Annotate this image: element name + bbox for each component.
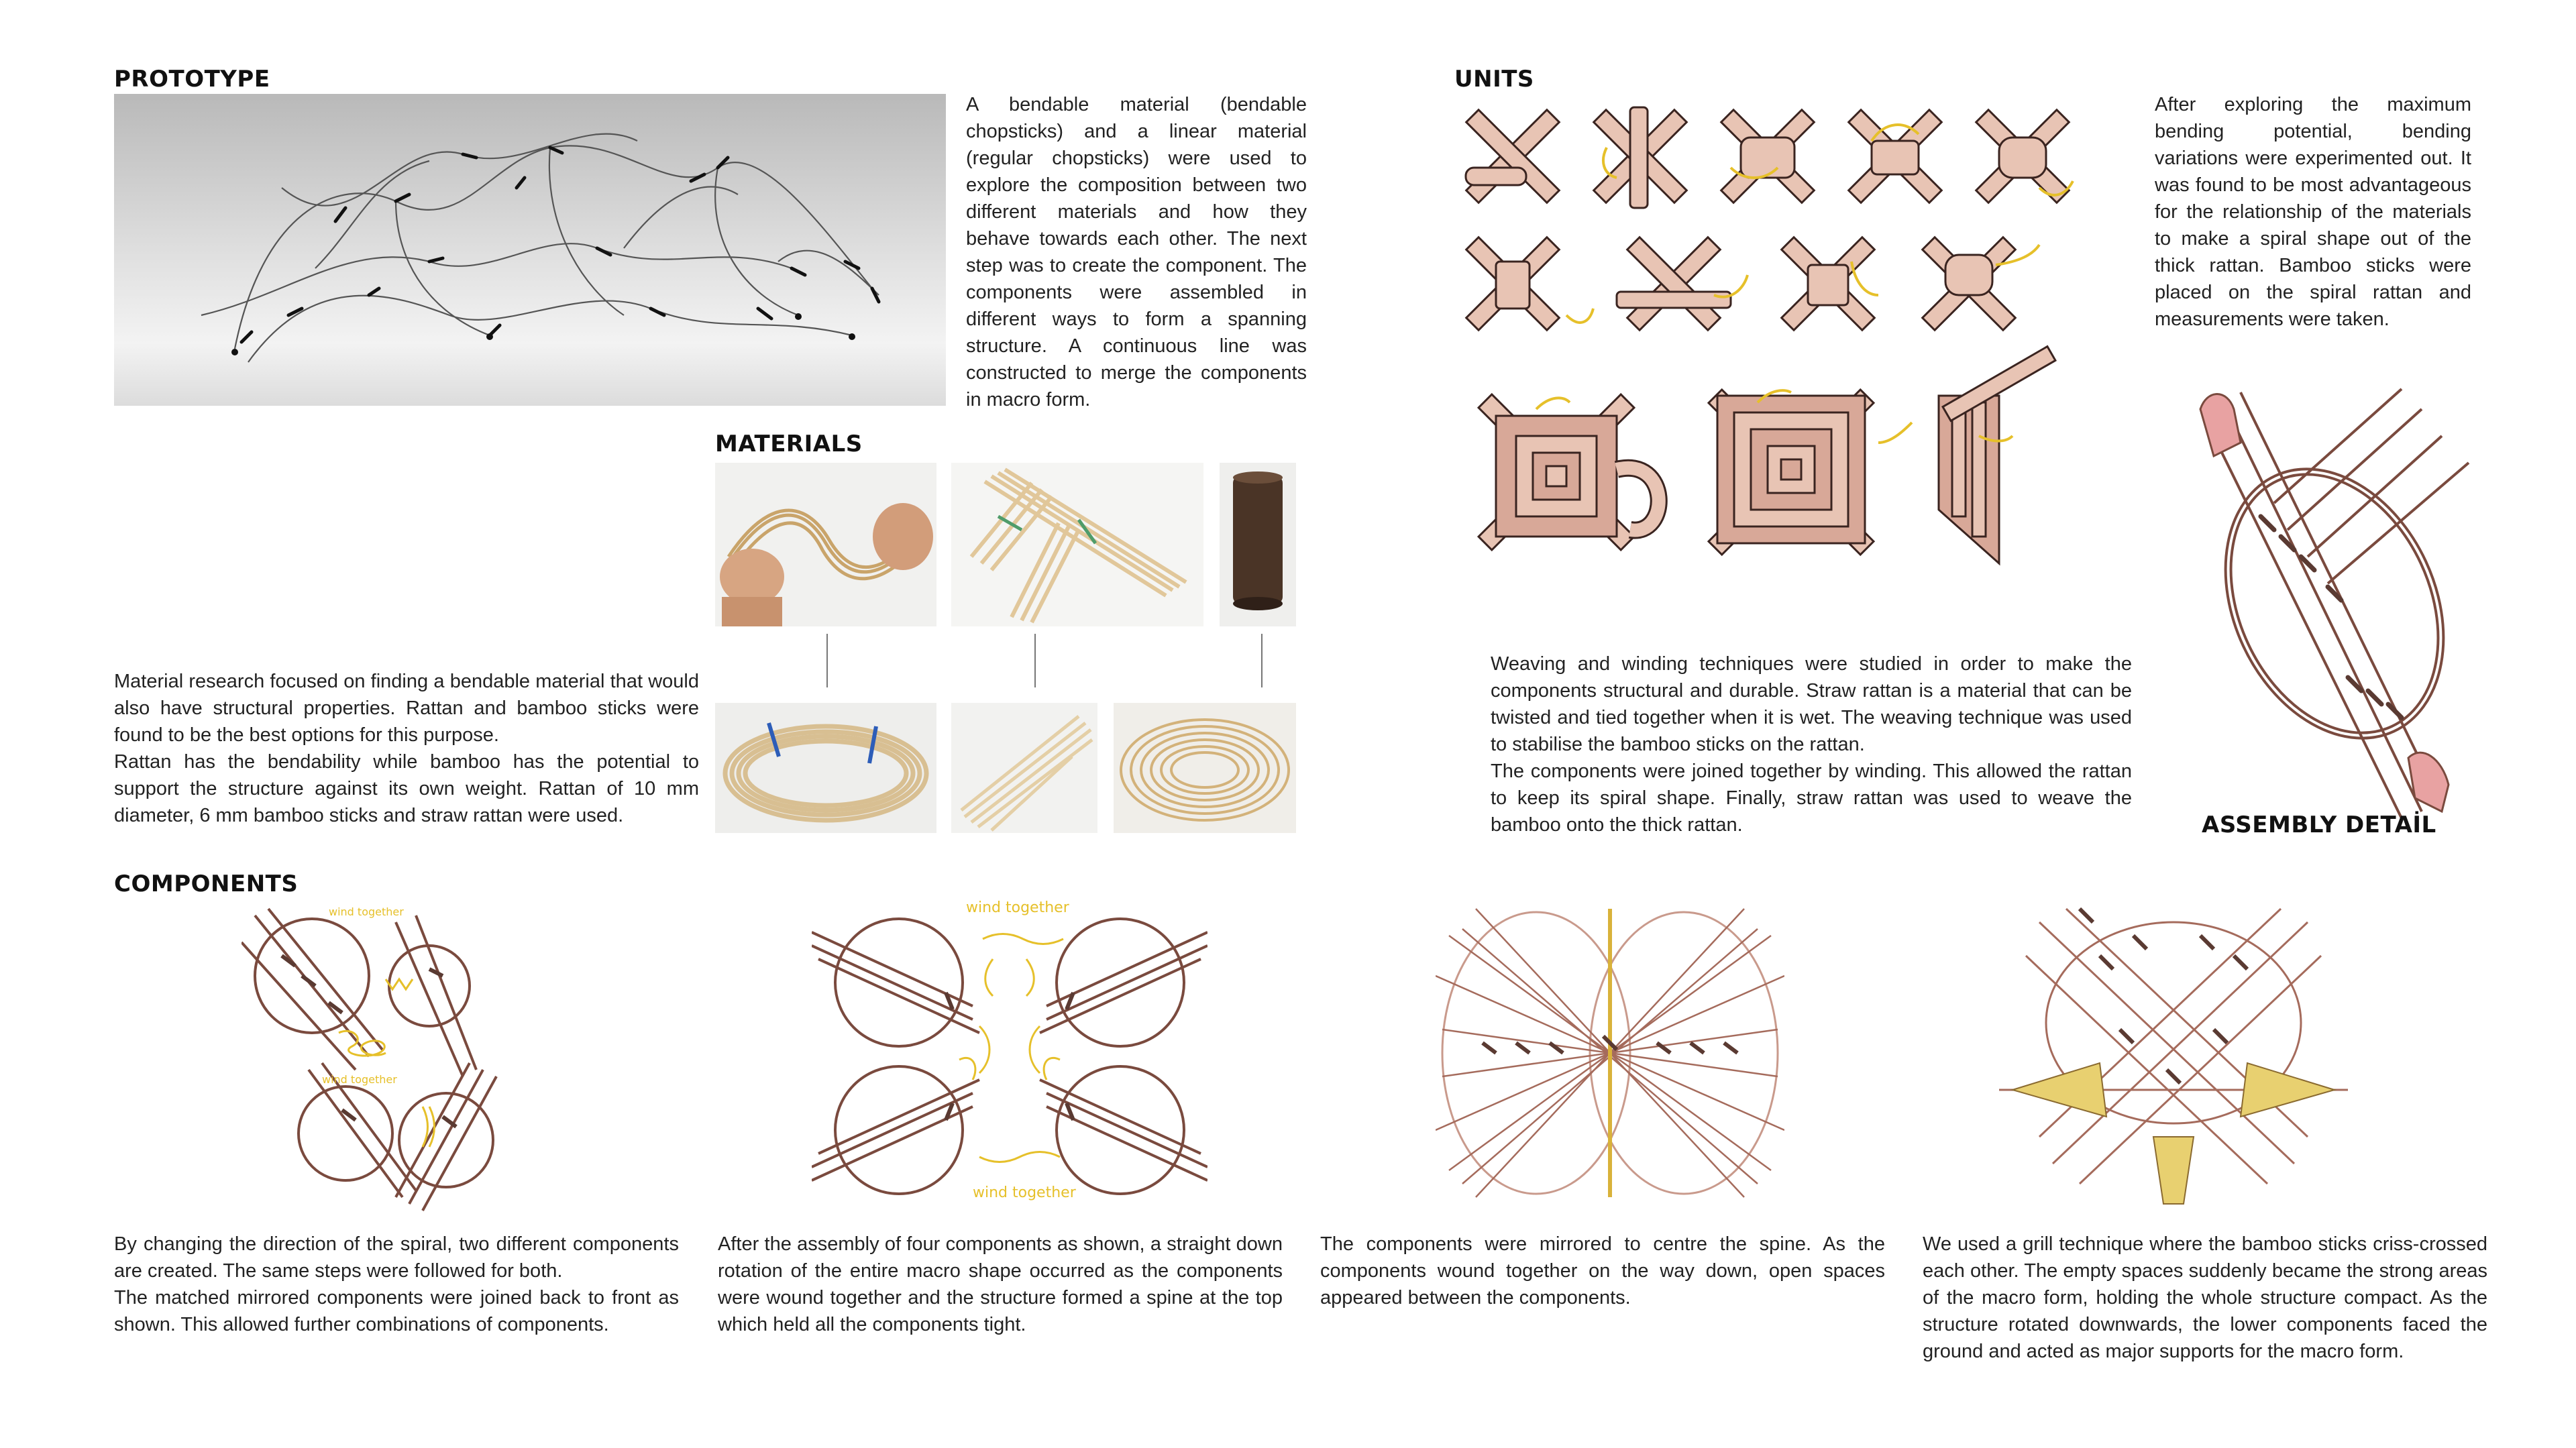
weaving-units-sketches bbox=[1449, 94, 2080, 590]
units-side-paragraph: After exploring the maximum bending potential, bending variations were experimented out. It was found to be most advantageous for the relationship of the materials to make a spiral shape out of the thick rattan. Bamboo sticks were placed on the spiral rattan and measurements were taken. bbox=[2155, 94, 2471, 330]
connector-line bbox=[1034, 634, 1036, 687]
assembly-detail-sketch bbox=[2180, 382, 2475, 825]
wind-together-annotation: wind together bbox=[322, 1073, 397, 1086]
component-description-1 bbox=[114, 1231, 679, 1338]
units-side-description bbox=[2155, 91, 2471, 333]
straw-rattan-bundle-photo bbox=[1114, 703, 1296, 833]
component-2-paragraph-1: After the assembly of four components as shown, a straight down rotation of the entire macro shape occurred as the components were wound together and the structure formed a spine at the top which held all the components tight. bbox=[718, 1233, 1283, 1335]
straw-rattan-spool-photo bbox=[1220, 463, 1296, 626]
component-description-3 bbox=[1320, 1231, 1885, 1311]
component-3-paragraph-1: The components were mirrored to centre the spine. As the components wound together on the way down, open spaces appeared between the components. bbox=[1320, 1233, 1885, 1308]
rattan-coil-photo bbox=[715, 703, 936, 833]
components-heading: COMPONENTS bbox=[114, 871, 299, 897]
materials-heading: MATERIALS bbox=[715, 431, 863, 457]
materials-paragraph-2: Rattan has the bendability while bamboo has the potential to support the structure against its own weight. Rattan of 10 mm diameter, 6 mm bamboo sticks and straw rattan were used. bbox=[114, 751, 699, 826]
prototype-description bbox=[966, 91, 1307, 413]
units-heading: UNITS bbox=[1454, 66, 1534, 93]
assembly-detail-heading: ASSEMBLY DETAİL bbox=[2202, 812, 2436, 838]
prototype-photo bbox=[114, 94, 946, 406]
bamboo-sticks-photo bbox=[951, 463, 1203, 626]
connector-line bbox=[826, 634, 828, 687]
component-sketch-2 bbox=[812, 892, 1208, 1221]
units-description bbox=[1491, 651, 2132, 838]
wind-together-annotation: wind together bbox=[966, 899, 1069, 916]
bamboo-strips-photo bbox=[951, 703, 1097, 833]
component-1-paragraph-2: The matched mirrored components were joined back to front as shown. This allowed further combinations of components. bbox=[114, 1287, 679, 1335]
component-1-paragraph-1: By changing the direction of the spiral, two different components are created. The same steps were followed for both. bbox=[114, 1233, 679, 1282]
component-sketch-4 bbox=[1999, 895, 2348, 1211]
component-description-4 bbox=[1923, 1231, 2487, 1365]
component-sketch-1 bbox=[241, 902, 590, 1217]
materials-paragraph-1: Material research focused on finding a bendable material that would also have structural properties. Rattan and bamboo sticks were found to be the best options for this purpose. bbox=[114, 671, 699, 746]
connector-line bbox=[1261, 634, 1263, 687]
wind-together-annotation: wind together bbox=[329, 905, 404, 918]
component-description-2 bbox=[718, 1231, 1283, 1338]
prototype-heading: PROTOTYPE bbox=[114, 66, 270, 93]
rattan-bending-photo bbox=[715, 463, 936, 626]
prototype-paragraph: A bendable material (bendable chopsticks) and a linear material (regular chopsticks) were used to explore the composition between two different materials and how they behave towards each other. The next step was to create the component. The components were assembled in different ways to form a spanning structure. A continuous line was constructed to merge the components in macro form. bbox=[966, 94, 1307, 410]
component-sketch-3 bbox=[1436, 895, 1784, 1211]
wind-together-annotation: wind together bbox=[973, 1184, 1076, 1201]
materials-description bbox=[114, 668, 699, 829]
units-paragraph-1: Weaving and winding techniques were studied in order to make the components structural and durable. Straw rattan is a material that can be twisted and tied together when it is wet. The weaving technique was used to stabilise the bamboo sticks on the rattan. bbox=[1491, 653, 2132, 755]
component-4-paragraph-1: We used a grill technique where the bamboo sticks criss-crossed each other. The empty spaces suddenly became the strong areas of the macro form, holding the whole structure compact. As the structure rotated downwards, the lower components faced the ground and acted as major supports for the macro form. bbox=[1923, 1233, 2487, 1362]
units-paragraph-2: The components were joined together by winding. This allowed the rattan to keep its spiral shape. Finally, straw rattan was used to weave the bamboo onto the thick rattan. bbox=[1491, 761, 2132, 836]
